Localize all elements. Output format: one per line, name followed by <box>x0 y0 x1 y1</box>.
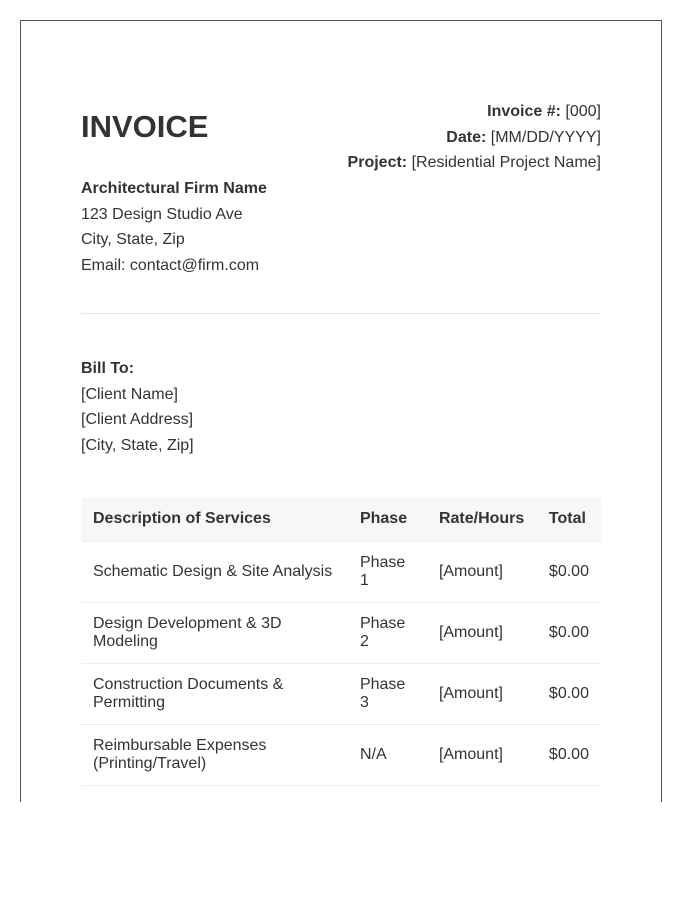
row-total: $0.00 <box>537 724 601 785</box>
firm-city: City, State, Zip <box>81 231 185 248</box>
bill-to-label: Bill To: <box>81 360 135 377</box>
invoice-date-value: [MM/DD/YYYY] <box>490 128 601 146</box>
firm-info <box>81 176 267 278</box>
row-total: $0.00 <box>537 541 601 602</box>
header-total: Total <box>537 498 601 541</box>
bill-to <box>81 356 194 458</box>
invoice-number-line <box>348 99 601 125</box>
invoice-number-value: [000] <box>565 103 601 120</box>
invoice-project-label: Project: <box>347 154 408 171</box>
client-city: [City, State, Zip] <box>81 436 194 454</box>
table-row <box>81 663 601 724</box>
invoice-date-label: Date: <box>446 128 487 146</box>
row-rate: [Amount] <box>427 602 537 663</box>
table-row <box>81 724 601 785</box>
row-rate: [Amount] <box>427 663 537 724</box>
client-name: [Client Name] <box>81 385 178 403</box>
table-row <box>81 541 601 602</box>
row-description: Design Development & 3D Modeling <box>81 602 348 663</box>
row-total: $0.00 <box>537 663 601 724</box>
header-description: Description of Services <box>81 498 348 541</box>
row-phase: Phase 3 <box>348 663 427 724</box>
invoice-meta <box>348 99 601 176</box>
invoice-date-line <box>348 125 601 151</box>
header-phase: Phase <box>348 498 427 541</box>
firm-email: Email: contact@firm.com <box>81 256 260 274</box>
row-phase: Phase 2 <box>348 602 427 663</box>
section-divider <box>81 313 601 314</box>
invoice-number-label: Invoice #: <box>487 103 561 120</box>
invoice-project-value: [Residential Project Name] <box>411 154 601 171</box>
table-row <box>81 602 601 663</box>
table-header-row <box>81 498 601 541</box>
firm-name: Architectural Firm Name <box>81 180 267 197</box>
client-address: [Client Address] <box>81 411 194 428</box>
invoice-project-line <box>348 150 601 176</box>
row-description: Construction Documents & Permitting <box>81 663 348 724</box>
row-description: Reimbursable Expenses (Printing/Travel) <box>81 724 348 785</box>
row-rate: [Amount] <box>427 541 537 602</box>
row-phase: N/A <box>348 724 427 785</box>
invoice-title: INVOICE <box>81 109 209 144</box>
firm-address: 123 Design Studio Ave <box>81 205 243 223</box>
services-table <box>81 498 601 786</box>
row-rate: [Amount] <box>427 724 537 785</box>
row-description: Schematic Design & Site Analysis <box>81 541 348 602</box>
row-phase: Phase 1 <box>348 541 427 602</box>
invoice-page <box>20 20 662 802</box>
header-rate: Rate/Hours <box>427 498 537 541</box>
row-total: $0.00 <box>537 602 601 663</box>
